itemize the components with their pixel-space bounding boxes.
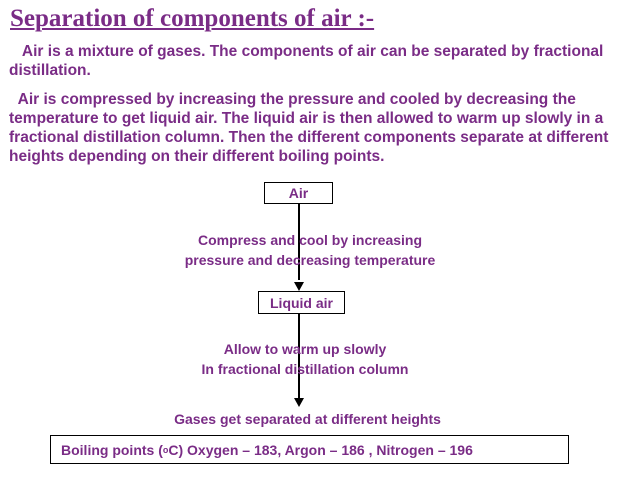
air-box: Air	[264, 182, 333, 204]
compress-step-line2: pressure and decreasing temperature	[184, 252, 436, 268]
warm-step	[170, 339, 440, 379]
arrowhead-2-icon	[294, 398, 304, 407]
compress-step-line1: Compress and cool by increasing	[197, 232, 423, 248]
boiling-values: C) Oxygen – 183, Argon – 186 , Nitrogen – 196	[168, 441, 473, 458]
boiling-points-box	[50, 435, 569, 464]
warm-step-line2: In fractional distillation column	[201, 361, 409, 377]
arrowhead-1-icon	[294, 282, 304, 291]
page-title: Separation of components of air :-	[10, 5, 375, 32]
compress-step	[160, 230, 460, 270]
liquid-air-box: Liquid air	[258, 291, 345, 314]
warm-step-line1: Allow to warm up slowly	[223, 341, 387, 357]
process-paragraph: Air is compressed by increasing the pressure and cooled by decreasing the temperature to get liquid air. The liquid air is then allowed to warm up slowly in a fractional distillation column. Then the different components separate at different heights depending on their different boiling points.	[9, 91, 613, 165]
separation-step: Gases get separated at different heights	[174, 411, 441, 427]
boiling-prefix: Boiling points (	[61, 441, 163, 458]
degree-superscript: o	[162, 444, 169, 455]
intro-paragraph: Air is a mixture of gases. The components of air can be separated by fractional distillation.	[9, 43, 608, 79]
